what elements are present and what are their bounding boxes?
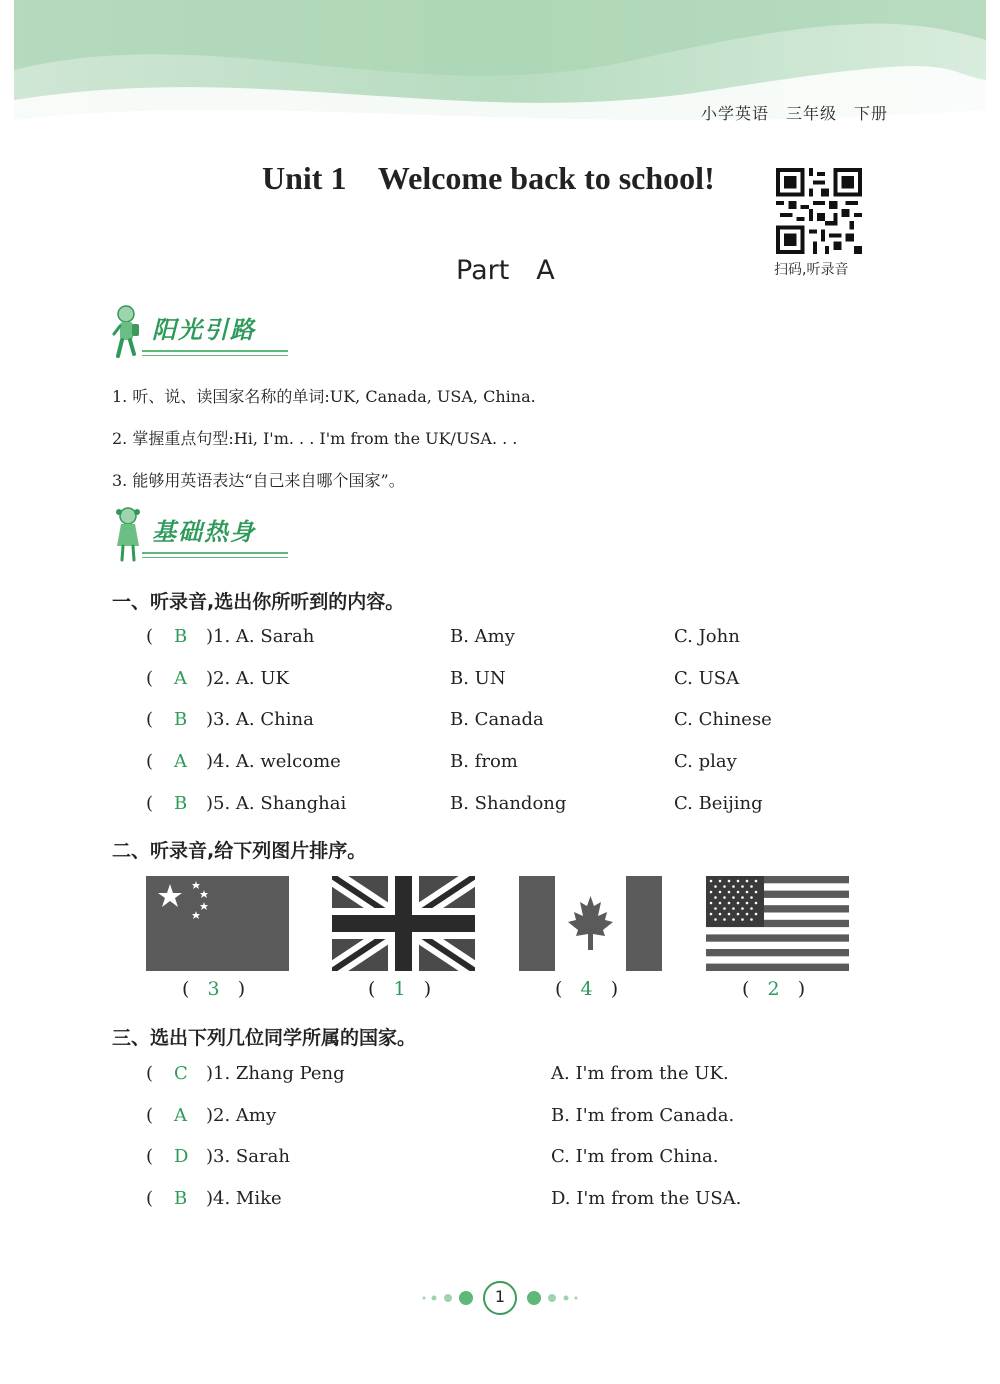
answer-blank[interactable]: B [174, 1188, 188, 1209]
uk-flag-icon [332, 876, 475, 971]
q1-item: ( B )1. A. Sarah B. Amy C. John [146, 626, 740, 647]
answer-blank[interactable]: D [174, 1146, 189, 1167]
part-title: Part A [456, 255, 555, 286]
china-flag-icon [146, 876, 289, 971]
section-header-warmup [112, 506, 292, 568]
goal-item: 3. 能够用英语表达“自己来自哪个国家”。 [112, 471, 405, 490]
answer-blank[interactable]: A [174, 668, 187, 689]
answer-blank[interactable]: B [174, 709, 188, 730]
canada-flag-icon [519, 876, 662, 971]
q3-item: ( C )1. Zhang Peng A. I'm from the UK. [146, 1063, 729, 1084]
unit-name: Welcome back to school! [377, 160, 715, 196]
flag-answer: ( 1 ) [368, 978, 432, 1000]
qr-code-icon[interactable] [776, 168, 862, 254]
flag-answer: ( 4 ) [555, 978, 619, 1000]
question-3-heading: 三、选出下列几位同学所属的国家。 [112, 1027, 417, 1049]
q1-item: ( A )4. A. welcome B. from C. play [146, 751, 737, 772]
q1-item: ( A )2. A. UK B. UN C. USA [146, 668, 740, 689]
goal-item: 2. 掌握重点句型:Hi, I'm. . . I'm from the UK/USA. . . [112, 429, 518, 448]
answer-blank[interactable]: C [174, 1063, 188, 1084]
answer-blank[interactable]: A [174, 751, 187, 772]
grade-label: 小学英语 三年级 下册 [700, 104, 888, 123]
qr-caption: 扫码,听录音 [774, 262, 849, 278]
answer-blank[interactable]: 1 [393, 978, 406, 1000]
q1-item: ( B )5. A. Shanghai B. Shandong C. Beijing [146, 793, 763, 814]
answer-blank[interactable]: A [174, 1105, 187, 1126]
answer-blank[interactable]: 3 [207, 978, 220, 1000]
question-2-heading: 二、听录音,给下列图片排序。 [112, 840, 367, 862]
section-header-guide [112, 304, 292, 366]
section-title-warmup: 基础热身 [152, 518, 256, 546]
flag-answer: ( 3 ) [182, 978, 246, 1000]
q3-item: ( B )4. Mike D. I'm from the USA. [146, 1188, 742, 1209]
question-1-heading: 一、听录音,选出你所听到的内容。 [112, 591, 405, 613]
answer-blank[interactable]: B [174, 626, 188, 647]
q1-item: ( B )3. A. China B. Canada C. Chinese [146, 709, 772, 730]
unit-title [262, 160, 715, 197]
page-number: 1 [494, 1287, 506, 1306]
flag-answer: ( 2 ) [742, 978, 806, 1000]
unit-number: Unit 1 [262, 160, 347, 196]
goal-item: 1. 听、说、读国家名称的单词:UK, Canada, USA, China. [112, 387, 536, 406]
q3-item: ( D )3. Sarah C. I'm from China. [146, 1146, 719, 1167]
q3-item: ( A )2. Amy B. I'm from Canada. [146, 1105, 735, 1126]
answer-blank[interactable]: 2 [767, 978, 780, 1000]
answer-blank[interactable]: B [174, 793, 188, 814]
usa-flag-icon [706, 876, 849, 971]
section-title-guide: 阳光引路 [152, 316, 256, 344]
answer-blank[interactable]: 4 [580, 978, 593, 1000]
